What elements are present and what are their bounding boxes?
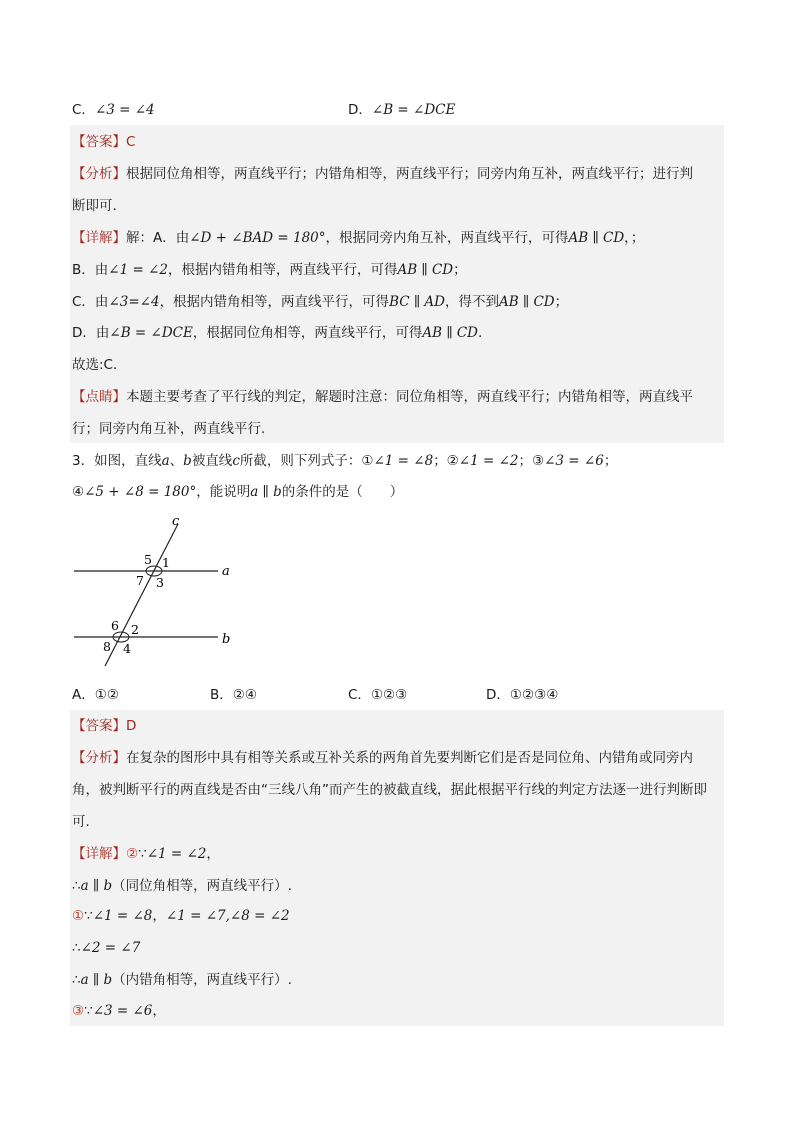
line-c: [105, 524, 178, 666]
analysis-text: 角，被判断平行的两直线是否由“三线八角”而产生的被截直线，据此根据平行线的判定方法逐一进行判断即: [72, 782, 707, 798]
label-angle-8: 8: [103, 639, 111, 654]
point-line-2: [72, 419, 265, 439]
math-expr: b: [183, 453, 192, 469]
option-d-prev: [348, 100, 455, 120]
point-tag: 【点睛】: [72, 389, 126, 405]
detail-step-5: [72, 970, 292, 990]
math-expr: ∠3=∠4: [108, 294, 160, 310]
label-angle-6: 6: [111, 618, 119, 633]
option-label: A．: [72, 687, 95, 703]
text: （内错角相等，两直线平行）.: [112, 972, 292, 988]
math-expr: ∠5 + ∠8 = 180°: [84, 484, 197, 500]
math-expr: ∠3 = ∠6: [92, 1003, 153, 1019]
math-expr: ∠1 = ∠8: [92, 908, 153, 924]
text: 的条件的是（ ）: [281, 484, 404, 500]
therefore-symbol: ∴: [72, 972, 81, 988]
analysis-text: 断即可.: [72, 198, 117, 214]
label-c: c: [172, 514, 180, 529]
q3-option-d: [486, 685, 558, 705]
analysis-tag: 【分析】: [72, 166, 126, 182]
option-label: C．: [72, 102, 95, 118]
detail-line-c: [72, 292, 568, 312]
q3-option-b: [210, 685, 257, 705]
analysis-line: [72, 748, 693, 768]
q3-option-c: [348, 685, 407, 705]
option-label: D．: [348, 102, 372, 118]
option-c-prev: [72, 100, 155, 120]
analysis-line-3: [72, 812, 90, 832]
math-expr: ∠2 = ∠7: [80, 940, 141, 956]
math-expr: AB ∥ CD: [422, 325, 479, 341]
analysis-line-2: [72, 196, 117, 216]
text: 、: [169, 453, 184, 469]
math-expr: AB ∥ CD: [397, 262, 454, 278]
answer-value: D: [126, 718, 137, 734]
label-angle-3: 3: [156, 575, 164, 590]
step-number: ①: [72, 908, 85, 924]
therefore-symbol: ∴: [72, 878, 81, 894]
text: ；: [453, 262, 467, 278]
math-expr: AB ∥ CD: [568, 230, 625, 246]
because-symbol: ∵: [138, 846, 147, 862]
text: D．由: [72, 325, 110, 341]
math-expr: a ∥ b: [250, 484, 282, 500]
math-expr: c: [232, 453, 240, 469]
text: ，；: [624, 230, 645, 246]
point-text: 行；同旁内角互补，两直线平行.: [72, 421, 266, 437]
question-3-line-2: [72, 482, 403, 502]
point-line: [72, 387, 693, 407]
text: ；②: [433, 453, 459, 469]
answer-tag: 【答案】: [72, 718, 126, 734]
q3-option-a: [72, 685, 119, 705]
math-expr: ∠3 = ∠6: [544, 453, 604, 469]
text: B．由: [72, 262, 109, 278]
analysis-line: [72, 164, 693, 184]
choose-text: 故选:C．: [72, 357, 127, 373]
text: ，: [152, 908, 166, 924]
option-label: B．: [210, 687, 233, 703]
detail-line-b: [72, 260, 467, 280]
text: ，根据内错角相等，两直线平行，可得: [159, 294, 390, 310]
analysis-text: 根据同位角相等，两直线平行；内错角相等，两直线平行；同旁内角互补，两直线平行；进行判: [126, 166, 693, 182]
analysis-text: 在复杂的图形中具有相等关系或互补关系的两角首先要判断它们是否是同位角、内错角或同旁内: [126, 750, 693, 766]
text: .: [478, 325, 483, 341]
math-expr: ∠1 = ∠2: [458, 453, 519, 469]
answer-line: [72, 132, 135, 152]
math-expr: a: [161, 453, 170, 469]
detail-step-3: [72, 906, 290, 926]
because-symbol: ∵: [84, 1003, 93, 1019]
because-symbol: ∵: [84, 908, 93, 924]
text: 解：A．由: [126, 230, 190, 246]
detail-step-2: [72, 876, 292, 896]
math-expr: ∠1 = ∠7,∠8 = ∠2: [165, 908, 290, 924]
point-text: 本题主要考查了平行线的判定，解题时注意：同位角相等，两直线平行；内错角相等，两直线平: [126, 389, 693, 405]
option-label: C．: [348, 687, 371, 703]
label-b: b: [222, 632, 231, 647]
text: ；③: [518, 453, 545, 469]
math-expr: ∠B = ∠DCE: [109, 325, 193, 341]
analysis-text: 可.: [72, 814, 90, 830]
detail-step-4: [72, 938, 140, 958]
math-expr: a ∥ b: [80, 878, 113, 894]
option-expr: ∠B = ∠DCE: [371, 102, 456, 118]
option-expr: ∠3 = ∠4: [94, 102, 155, 118]
step-number: ③: [72, 1003, 85, 1019]
option-value: ①②③④: [509, 687, 559, 703]
math-expr: AB ∥ CD: [498, 294, 555, 310]
text: ，根据同位角相等，两直线平行，可得: [192, 325, 423, 341]
option-value: ①②③: [370, 687, 408, 703]
option-value: ①②: [94, 687, 119, 703]
text: （同位角相等，两直线平行）.: [112, 878, 292, 894]
math-expr: ∠1 = ∠2: [108, 262, 168, 278]
detail-step-1: [72, 844, 220, 864]
math-expr: BC ∥ AD: [389, 294, 445, 310]
label-angle-5: 5: [144, 552, 152, 567]
math-expr: ∠1 = ∠8: [373, 453, 434, 469]
analysis-line-2: [72, 780, 707, 800]
label-angle-4: 4: [123, 641, 131, 656]
detail-tag: 【详解】: [72, 230, 126, 246]
text: ，: [206, 846, 220, 862]
detail-line-d: [72, 323, 482, 343]
step-number: ②: [126, 846, 139, 862]
detail-line-a: [72, 228, 644, 248]
answer-value: C: [126, 134, 136, 150]
text: 所截，则下列式子：①: [239, 453, 374, 469]
text: ，根据同旁内角互补，两直线平行，可得: [325, 230, 569, 246]
option-value: ②④: [232, 687, 257, 703]
text: ，能说明: [196, 484, 251, 500]
label-angle-2: 2: [131, 622, 139, 637]
math-expr: a ∥ b: [80, 972, 113, 988]
math-expr: ∠D + ∠BAD = 180°: [189, 230, 326, 246]
choose-line: [72, 355, 126, 375]
text: ，得不到: [444, 294, 499, 310]
text: 3．如图，直线: [72, 453, 162, 469]
answer-line: [72, 716, 136, 736]
answer-tag: 【答案】: [72, 134, 126, 150]
text: ；: [554, 294, 569, 310]
label-angle-7: 7: [136, 573, 144, 588]
text: ；: [603, 453, 618, 469]
detail-step-6: [72, 1001, 166, 1021]
text: C．由: [72, 294, 109, 310]
detail-tag: 【详解】: [72, 846, 126, 862]
text: ④: [72, 484, 85, 500]
label-a: a: [222, 564, 230, 579]
parallel-lines-figure: [60, 508, 260, 678]
therefore-symbol: ∴: [72, 940, 81, 956]
question-3-line-1: [72, 451, 617, 471]
text: ，: [152, 1003, 166, 1019]
label-angle-1: 1: [162, 555, 170, 570]
math-expr: ∠1 = ∠2: [146, 846, 207, 862]
text: ，根据内错角相等，两直线平行，可得: [167, 262, 398, 278]
analysis-tag: 【分析】: [72, 750, 126, 766]
text: 被直线: [191, 453, 233, 469]
option-label: D．: [486, 687, 510, 703]
